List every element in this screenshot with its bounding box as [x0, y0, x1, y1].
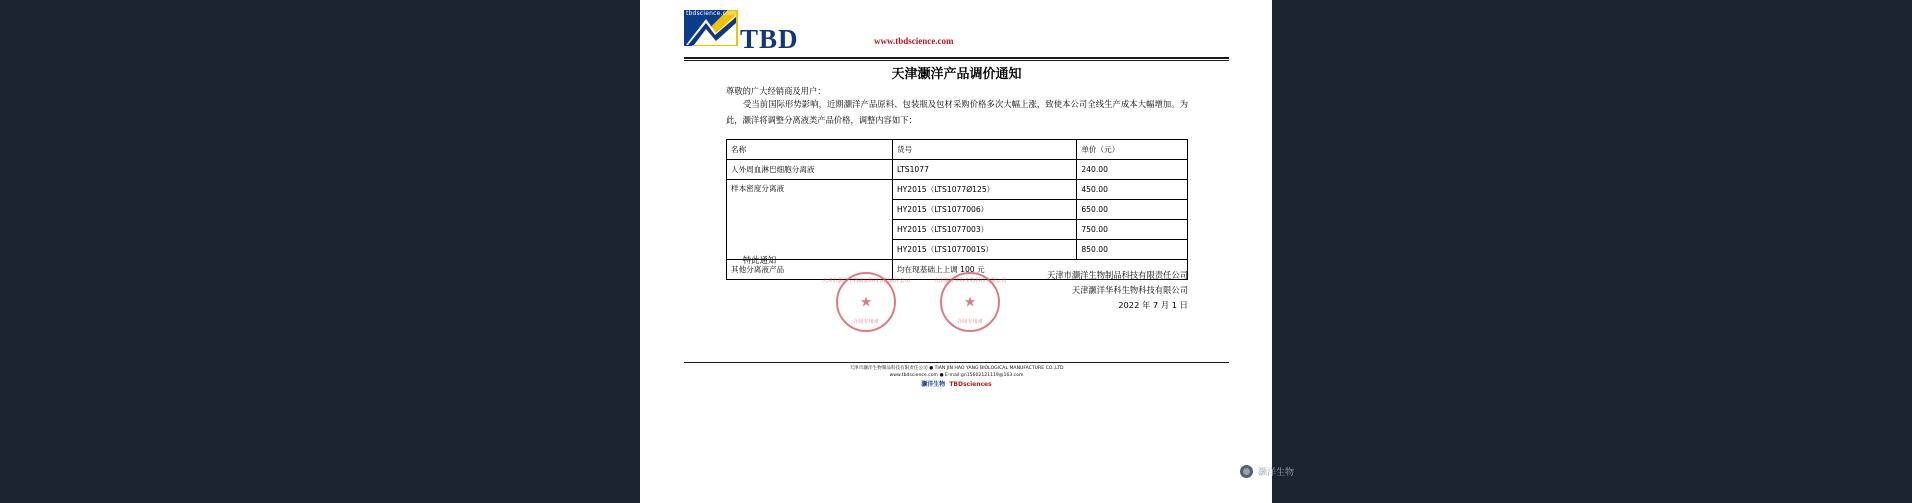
closing-text: 特此通知	[743, 255, 777, 265]
cell-name: 人外周血淋巴细胞分离液	[727, 160, 893, 180]
header-rule-thin	[684, 60, 1229, 61]
cell-name: 样本密度分离液	[727, 180, 893, 260]
company-stamp-2	[821, 272, 911, 332]
table-header-name: 名称	[727, 140, 893, 160]
footer-brand-en: TBDsciences	[949, 381, 992, 388]
stamp-bottom-text: 合同专用章	[957, 319, 983, 325]
salutation: 尊敬的广大经销商及用户：	[726, 86, 826, 96]
document-page[interactable]	[640, 0, 1272, 503]
footer-brand	[684, 379, 1229, 388]
logo-website-url: www.tbdscience.com	[874, 36, 954, 46]
cell-code: HY2015（LTS1077Ø125）	[892, 180, 1076, 200]
logo-domain-text: tbdscience.com	[686, 10, 737, 17]
company-stamp-1	[933, 272, 1007, 332]
table-row	[727, 180, 1188, 200]
header-rule-thick	[684, 57, 1229, 59]
cell-code: LTS1077	[892, 160, 1076, 180]
cell-price: 240.00	[1077, 160, 1188, 180]
cell-price: 850.00	[1077, 240, 1188, 260]
right-dark-pane	[1272, 0, 1912, 503]
logo-swoosh-icon	[686, 15, 736, 45]
table-header-price: 单价（元）	[1077, 140, 1188, 160]
footer-brand-cn: 灏洋生物	[921, 381, 946, 388]
cell-name: 其他分离液产品	[727, 260, 893, 280]
stamp-top-text: 天津灏洋华科生物科技有限公司	[933, 278, 1007, 284]
table-header-code: 货号	[892, 140, 1076, 160]
logo-wordmark: TBD	[740, 24, 799, 54]
cell-code: 均在现基础上上调 100 元	[892, 260, 1187, 280]
cell-price: 750.00	[1077, 220, 1188, 240]
footer-line-2: www.tbdscience.com ● E-mail:gn15602121119@163.com	[889, 373, 1024, 378]
account-badge[interactable]	[1240, 465, 1294, 478]
tbd-logo-icon	[684, 10, 738, 46]
avatar	[1240, 465, 1253, 478]
signature-date: 2022 年 7 月 1 日	[1118, 300, 1188, 310]
stamp-bottom-text: 合同专用章	[853, 319, 879, 325]
table-header-row	[727, 140, 1188, 160]
stamp-top-text: 天津市灏洋生物制品科技有限责任公司	[821, 278, 911, 284]
footer-line-1: 天津市灏洋生物制品科技有限责任公司 ● TIAN JIN HAO YANG BIOLOGICAL MANUFACTURE CO.,LTD	[849, 366, 1064, 371]
account-name: 灏洋生物	[1258, 468, 1295, 478]
cell-code: HY2015（LTS1077006）	[892, 200, 1076, 220]
footer-contact	[684, 365, 1229, 379]
left-dark-pane	[0, 0, 640, 503]
signature-block	[1047, 268, 1188, 313]
signature-company-1: 天津市灏洋生物制品科技有限责任公司	[1046, 270, 1188, 280]
page-title: 天津灏洋产品调价通知	[891, 67, 1022, 82]
cell-price: 650.00	[1077, 200, 1188, 220]
cell-price: 450.00	[1077, 180, 1188, 200]
star-icon: ★	[859, 293, 873, 310]
footer-rule	[684, 362, 1229, 363]
letterhead	[684, 10, 1229, 58]
star-icon: ★	[963, 293, 977, 310]
signature-company-2: 天津灏洋华科生物科技有限公司	[1071, 285, 1188, 295]
table-row	[727, 160, 1188, 180]
cell-code: HY2015（LTS1077003）	[892, 220, 1076, 240]
cell-code: HY2015（LTS1077001S）	[892, 240, 1076, 260]
body-paragraph-1: 受当前国际形势影响，近期灏洋产品原料、包装瓶及包材采购价格多次大幅上涨，致使本公司全线生产成本大幅增加。为此，灏洋将调整分离液类产品价格，调整内容如下：	[726, 99, 1188, 125]
document-content	[640, 0, 1272, 503]
